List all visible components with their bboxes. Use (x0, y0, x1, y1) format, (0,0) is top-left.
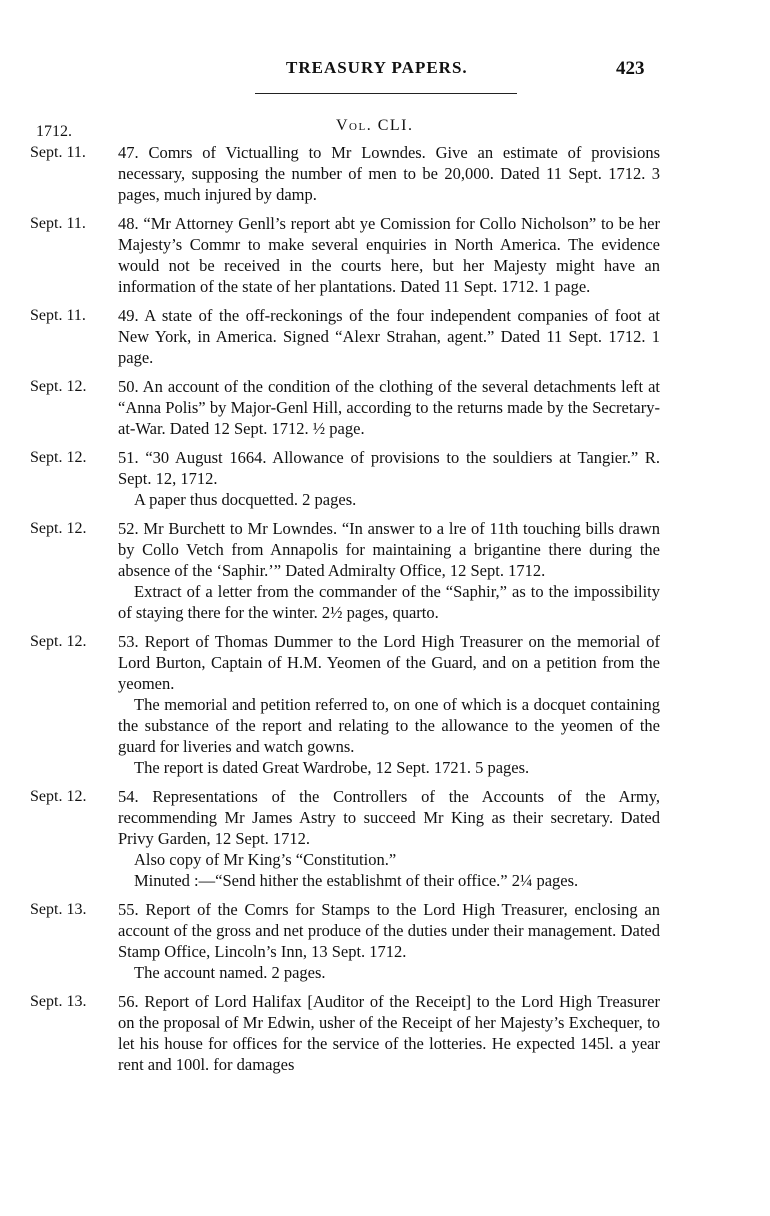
header-rule (255, 93, 517, 94)
entry-paragraph: The account named. 2 pages. (134, 963, 326, 982)
entry-paragraph: 55. Report of the Comrs for Stamps to the Lord High Treasurer, enclosing an account of the gross and net produce of the duties under their management. Dated Stamp Office, Lincoln’s Inn, 13 Sept. 1712. (118, 900, 660, 961)
entry-paragraph: A paper thus docquetted. 2 pages. (134, 490, 357, 509)
entry-date: Sept. 11. (30, 215, 86, 232)
entry-body (118, 213, 660, 297)
entry (30, 631, 660, 778)
entry-paragraph: The memorial and petition referred to, on one of which is a docquet containing the substance of the report and relating to the allowance to the yeomen of the guard for liveries and watch gowns. (118, 695, 660, 756)
entry-body (118, 899, 660, 983)
entry-date: Sept. 11. (30, 144, 86, 161)
entry-date: Sept. 13. (30, 901, 87, 918)
entry-paragraph: 51. “30 August 1664. Allowance of provisions to the souldiers at Tangier.” R. Sept. 12, 1712. (118, 448, 660, 488)
entry-date: Sept. 12. (30, 449, 87, 466)
entry-paragraph: 52. Mr Burchett to Mr Lowndes. “In answer to a lre of 11th touching bills drawn by Collo Vetch from Annapolis for maintaining a brigantine there during the absence of the ‘Saphir.’” Dated Admiralty Office, 12 Sept. 1712. (118, 519, 660, 580)
entry-paragraph: Extract of a letter from the commander of the “Saphir,” as to the impossibility of staying there for the winter. 2½ pages, quarto. (118, 582, 660, 622)
entry-paragraph: The report is dated Great Wardrobe, 12 Sept. 1721. 5 pages. (134, 758, 530, 777)
entry-body (118, 305, 660, 368)
entry (30, 142, 660, 205)
entry (30, 518, 660, 623)
entry-paragraph: 48. “Mr Attorney Genll’s report abt ye Comission for Collo Nicholson” to be her Majesty’s Commr to make several enquiries in North America. The evidence would not be received in the courts here, but her Majesty might have an information of the state of her plantations. Dated 11 Sept. 1712. 1 page. (118, 214, 660, 296)
entry-paragraph: Minuted :—“Send hither the establishmt of their office.” 2¼ pages. (134, 871, 579, 890)
entry-body (118, 518, 660, 623)
entry (30, 447, 660, 510)
entry-date: Sept. 12. (30, 378, 87, 395)
entry-list (30, 142, 660, 1083)
entry (30, 305, 660, 368)
entry (30, 899, 660, 983)
entry-date: Sept. 12. (30, 788, 87, 805)
entry (30, 213, 660, 297)
entry-body (118, 376, 660, 439)
running-head: TREASURY PAPERS. (286, 58, 468, 77)
entry-paragraph: 56. Report of Lord Halifax [Auditor of the Receipt] to the Lord High Treasurer on the proposal of Mr Edwin, usher of the Receipt of her Majesty’s Exchequer, to let his house for offices for the service of the lotteries. He expected 145l. a year rent and 100l. for damages (118, 992, 660, 1074)
entry-date: Sept. 13. (30, 993, 87, 1010)
entry-paragraph: Also copy of Mr King’s “Constitution.” (134, 850, 397, 869)
entry-paragraph: 50. An account of the condition of the clothing of the several detachments left at “Anna Polis” by Major-Genl Hill, according to the returns made by the Secretary-at-War. Dated 12 Sept. 1712. ½ page. (118, 377, 660, 438)
entry-paragraph: 54. Representations of the Controllers of the Accounts of the Army, recommending Mr James Astry to succeed Mr King as their secretary. Dated Privy Garden, 12 Sept. 1712. (118, 787, 660, 848)
page-number: 423 (616, 58, 645, 79)
entry-date: Sept. 12. (30, 633, 87, 650)
entry-paragraph: 47. Comrs of Victualling to Mr Lowndes. Give an estimate of provisions necessary, supposing the number of men to be 20,000. Dated 11 Sept. 1712. 3 pages, much injured by damp. (118, 143, 660, 204)
volume-title: Vol. CLI. (336, 117, 414, 134)
entry (30, 376, 660, 439)
entry-date: Sept. 11. (30, 307, 86, 324)
entry (30, 786, 660, 891)
entry-paragraph: 49. A state of the off-reckonings of the four independent companies of foot at New York, in America. Signed “Alexr Strahan, agent.” Dated 11 Sept. 1712. 1 page. (118, 306, 660, 367)
entry-body (118, 631, 660, 778)
entry-body (118, 991, 660, 1075)
entry-body (118, 786, 660, 891)
entry (30, 991, 660, 1075)
entry-body (118, 142, 660, 205)
year-marker: 1712. (36, 123, 72, 140)
entry-date: Sept. 12. (30, 520, 87, 537)
entry-paragraph: 53. Report of Thomas Dummer to the Lord High Treasurer on the memorial of Lord Burton, Captain of H.M. Yeomen of the Guard, and on a petition from the yeomen. (118, 632, 660, 693)
entry-body (118, 447, 660, 510)
